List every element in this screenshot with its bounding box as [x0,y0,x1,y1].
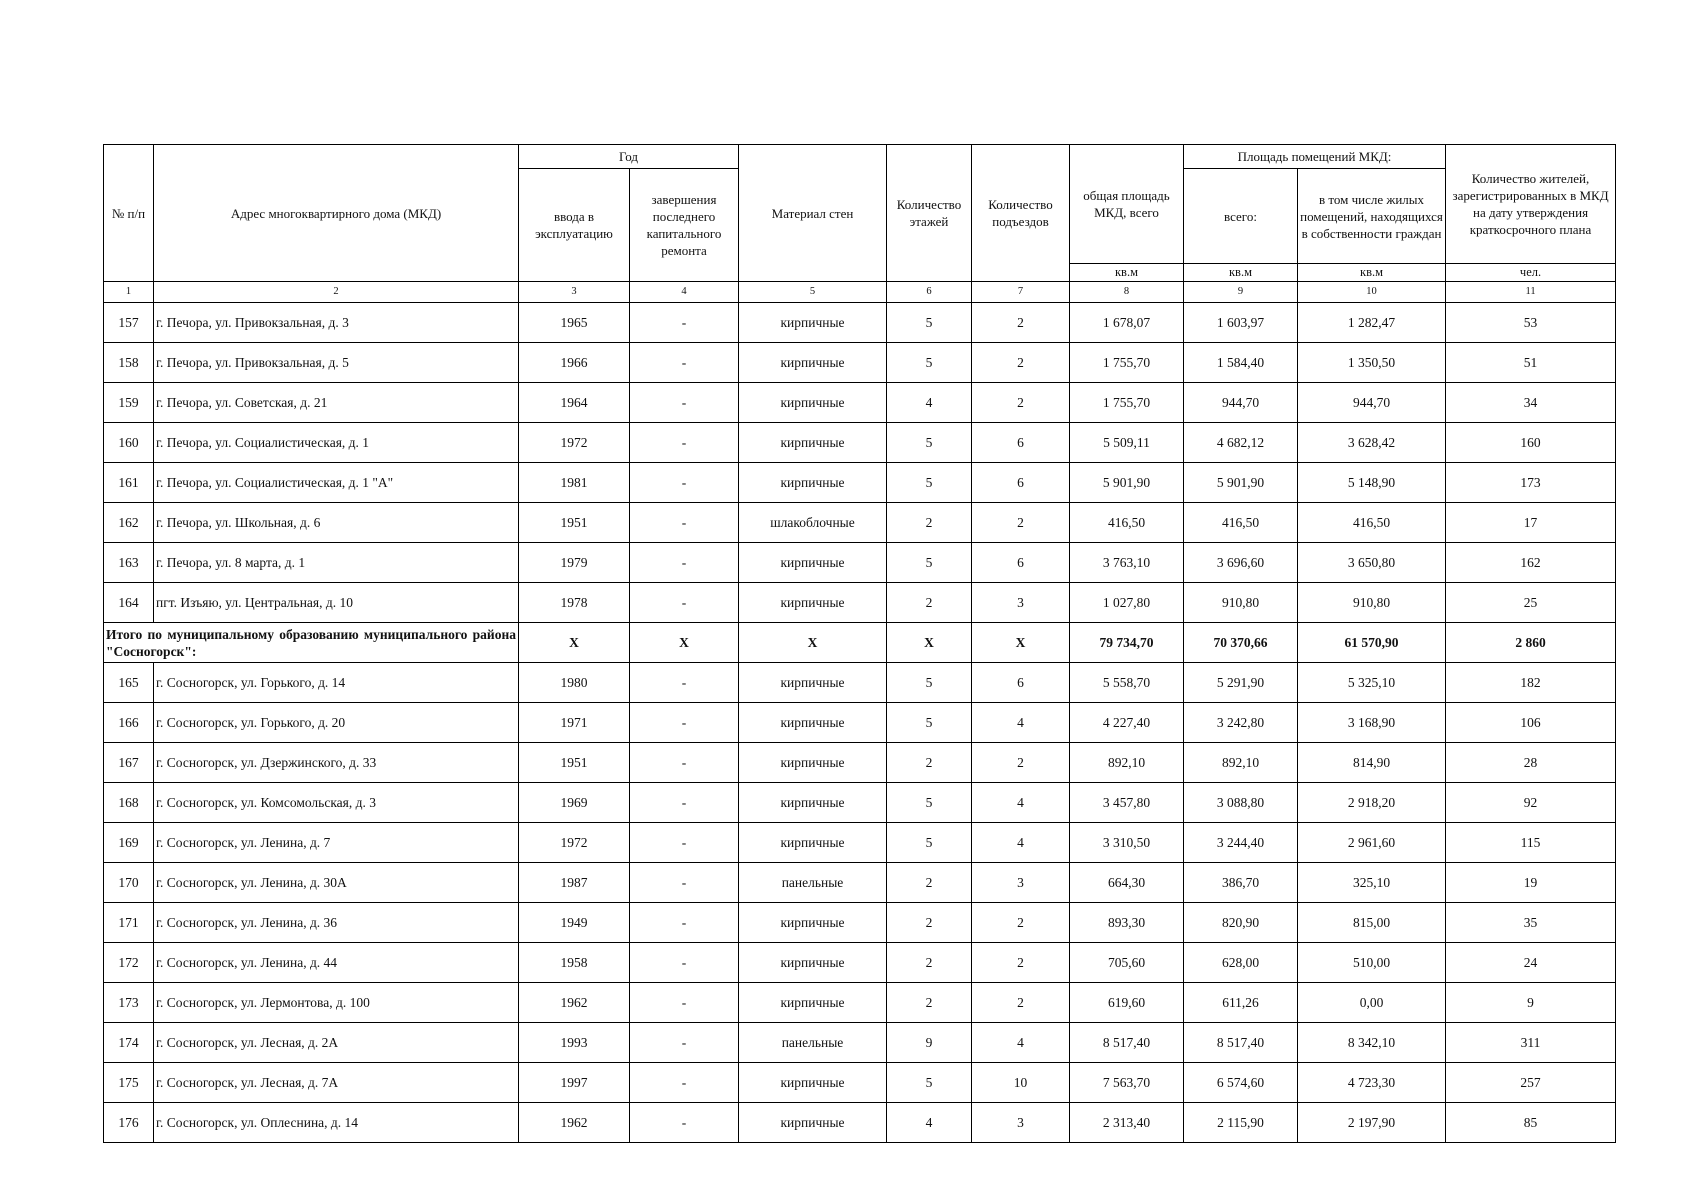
row-entrances: 4 [972,1023,1070,1063]
row-total-area: 3 763,10 [1070,543,1184,583]
row-premises-all: 910,80 [1184,583,1298,623]
row-year-repair: - [630,583,739,623]
row-address: г. Печора, ул. Социалистическая, д. 1 [154,423,519,463]
row-year-commission: 1987 [519,863,630,903]
row-premises-all: 3 242,80 [1184,703,1298,743]
row-floors: 5 [887,783,972,823]
row-floors: 2 [887,743,972,783]
row-floors: 2 [887,903,972,943]
row-premises-all: 6 574,60 [1184,1063,1298,1103]
row-premises-living: 3 168,90 [1298,703,1446,743]
row-walls: кирпичные [739,783,887,823]
row-total-area: 4 227,40 [1070,703,1184,743]
row-address: г. Сосногорск, ул. Ленина, д. 44 [154,943,519,983]
row-walls: кирпичные [739,543,887,583]
row-year-repair: - [630,903,739,943]
table-row [104,863,1616,903]
table-row [104,383,1616,423]
row-floors: 5 [887,423,972,463]
row-total-area: 5 901,90 [1070,463,1184,503]
row-entrances: 6 [972,423,1070,463]
row-walls: кирпичные [739,423,887,463]
row-premises-living: 1 350,50 [1298,343,1446,383]
unit-residents: чел. [1446,264,1616,282]
row-residents: 25 [1446,583,1616,623]
row-residents: 19 [1446,863,1616,903]
row-address: г. Сосногорск, ул. Лермонтова, д. 100 [154,983,519,1023]
row-number: 158 [104,343,154,383]
row-floors: 5 [887,703,972,743]
total-year-commission: X [519,623,630,663]
colnum: 10 [1298,282,1446,303]
row-floors: 5 [887,1063,972,1103]
row-entrances: 2 [972,743,1070,783]
row-address: г. Сосногорск, ул. Лесная, д. 7А [154,1063,519,1103]
unit-premises-living: кв.м [1298,264,1446,282]
row-floors: 5 [887,663,972,703]
row-year-repair: - [630,863,739,903]
table-row [104,823,1616,863]
row-total-area: 7 563,70 [1070,1063,1184,1103]
row-premises-all: 4 682,12 [1184,423,1298,463]
row-address: г. Печора, ул. Социалистическая, д. 1 "А" [154,463,519,503]
row-number: 162 [104,503,154,543]
total-premises-living: 61 570,90 [1298,623,1446,663]
row-number: 167 [104,743,154,783]
colnum: 9 [1184,282,1298,303]
row-premises-living: 2 918,20 [1298,783,1446,823]
row-premises-living: 2 961,60 [1298,823,1446,863]
column-number-row [104,282,1616,303]
row-year-commission: 1965 [519,303,630,343]
colnum: 5 [739,282,887,303]
total-premises-all: 70 370,66 [1184,623,1298,663]
row-year-repair: - [630,1103,739,1143]
header-year-commission: ввода в эксплуатацию [519,169,630,282]
row-floors: 4 [887,1103,972,1143]
row-entrances: 2 [972,943,1070,983]
row-premises-all: 386,70 [1184,863,1298,903]
total-residents: 2 860 [1446,623,1616,663]
row-walls: кирпичные [739,343,887,383]
row-premises-all: 1 584,40 [1184,343,1298,383]
row-walls: кирпичные [739,983,887,1023]
unit-total-area: кв.м [1070,264,1184,282]
table-row [104,943,1616,983]
row-residents: 53 [1446,303,1616,343]
row-floors: 2 [887,503,972,543]
row-entrances: 6 [972,543,1070,583]
row-floors: 2 [887,943,972,983]
table-row [104,583,1616,623]
row-walls: кирпичные [739,303,887,343]
row-walls: панельные [739,863,887,903]
row-year-repair: - [630,463,739,503]
header-year: Год [519,145,739,169]
row-year-commission: 1972 [519,423,630,463]
row-address: г. Сосногорск, ул. Ленина, д. 7 [154,823,519,863]
row-address: г. Печора, ул. Школьная, д. 6 [154,503,519,543]
row-residents: 92 [1446,783,1616,823]
row-walls: кирпичные [739,823,887,863]
total-label: Итого по муниципальному образованию муниципального района "Сосногорск": [104,623,519,663]
header-num: № п/п [104,145,154,282]
row-year-commission: 1951 [519,503,630,543]
row-total-area: 5 509,11 [1070,423,1184,463]
housing-table [103,144,1616,1143]
row-entrances: 2 [972,503,1070,543]
row-entrances: 3 [972,583,1070,623]
table-row [104,1063,1616,1103]
row-premises-all: 416,50 [1184,503,1298,543]
row-number: 161 [104,463,154,503]
row-walls: кирпичные [739,583,887,623]
colnum: 4 [630,282,739,303]
row-entrances: 2 [972,983,1070,1023]
row-premises-all: 3 088,80 [1184,783,1298,823]
row-premises-living: 910,80 [1298,583,1446,623]
table-row [104,743,1616,783]
row-residents: 17 [1446,503,1616,543]
table-row [104,903,1616,943]
total-entrances: X [972,623,1070,663]
row-total-area: 5 558,70 [1070,663,1184,703]
table-row [104,463,1616,503]
row-premises-all: 944,70 [1184,383,1298,423]
row-total-area: 1 755,70 [1070,343,1184,383]
row-number: 172 [104,943,154,983]
row-premises-living: 416,50 [1298,503,1446,543]
row-premises-living: 814,90 [1298,743,1446,783]
row-year-commission: 1979 [519,543,630,583]
document-sheet [103,144,1615,1143]
row-premises-living: 5 325,10 [1298,663,1446,703]
row-year-repair: - [630,543,739,583]
row-floors: 5 [887,823,972,863]
header-total-area: общая площадь МКД, всего [1070,145,1184,264]
row-floors: 2 [887,583,972,623]
table-header [104,145,1616,303]
row-number: 171 [104,903,154,943]
header-year-repair: завершения последнего капитального ремонта [630,169,739,282]
row-walls: кирпичные [739,903,887,943]
row-premises-living: 5 148,90 [1298,463,1446,503]
row-year-repair: - [630,823,739,863]
header-floors: Количество этажей [887,145,972,282]
row-address: г. Сосногорск, ул. Дзержинского, д. 33 [154,743,519,783]
colnum: 2 [154,282,519,303]
row-total-area: 664,30 [1070,863,1184,903]
row-entrances: 6 [972,463,1070,503]
colnum: 7 [972,282,1070,303]
total-floors: X [887,623,972,663]
row-entrances: 2 [972,303,1070,343]
table-body-sosnogorsk [104,663,1616,1143]
row-address: г. Сосногорск, ул. Горького, д. 14 [154,663,519,703]
row-number: 165 [104,663,154,703]
table-row [104,543,1616,583]
row-entrances: 4 [972,823,1070,863]
row-number: 163 [104,543,154,583]
row-number: 157 [104,303,154,343]
row-premises-living: 944,70 [1298,383,1446,423]
row-year-repair: - [630,943,739,983]
row-residents: 85 [1446,1103,1616,1143]
row-residents: 28 [1446,743,1616,783]
row-premises-all: 5 901,90 [1184,463,1298,503]
total-year-repair: X [630,623,739,663]
row-floors: 2 [887,983,972,1023]
table-row [104,503,1616,543]
row-entrances: 2 [972,383,1070,423]
row-entrances: 2 [972,343,1070,383]
row-residents: 162 [1446,543,1616,583]
row-walls: кирпичные [739,663,887,703]
table-row [104,1103,1616,1143]
row-premises-living: 4 723,30 [1298,1063,1446,1103]
row-year-repair: - [630,383,739,423]
row-address: г. Сосногорск, ул. Оплеснина, д. 14 [154,1103,519,1143]
row-number: 159 [104,383,154,423]
row-year-commission: 1951 [519,743,630,783]
row-floors: 5 [887,343,972,383]
row-address: г. Сосногорск, ул. Лесная, д. 2А [154,1023,519,1063]
row-premises-all: 611,26 [1184,983,1298,1023]
row-total-area: 619,60 [1070,983,1184,1023]
total-section [104,623,1616,663]
row-floors: 2 [887,863,972,903]
row-premises-all: 8 517,40 [1184,1023,1298,1063]
row-address: г. Сосногорск, ул. Ленина, д. 36 [154,903,519,943]
row-address: г. Печора, ул. Привокзальная, д. 3 [154,303,519,343]
row-floors: 5 [887,463,972,503]
row-year-repair: - [630,343,739,383]
row-total-area: 3 457,80 [1070,783,1184,823]
row-premises-living: 3 650,80 [1298,543,1446,583]
row-address: г. Печора, ул. Привокзальная, д. 5 [154,343,519,383]
colnum: 1 [104,282,154,303]
row-premises-living: 510,00 [1298,943,1446,983]
colnum: 11 [1446,282,1616,303]
row-total-area: 1 027,80 [1070,583,1184,623]
row-residents: 24 [1446,943,1616,983]
table-row [104,983,1616,1023]
row-residents: 182 [1446,663,1616,703]
row-year-repair: - [630,783,739,823]
row-year-repair: - [630,983,739,1023]
row-residents: 106 [1446,703,1616,743]
row-total-area: 8 517,40 [1070,1023,1184,1063]
row-walls: кирпичные [739,743,887,783]
row-year-commission: 1958 [519,943,630,983]
row-year-commission: 1969 [519,783,630,823]
row-floors: 9 [887,1023,972,1063]
row-year-commission: 1981 [519,463,630,503]
row-premises-living: 325,10 [1298,863,1446,903]
total-row [104,623,1616,663]
row-number: 168 [104,783,154,823]
colnum: 6 [887,282,972,303]
table-row [104,1023,1616,1063]
row-total-area: 705,60 [1070,943,1184,983]
row-premises-living: 8 342,10 [1298,1023,1446,1063]
header-premises-group: Площадь помещений МКД: [1184,145,1446,169]
header-premises-living: в том числе жилых помещений, находящихся в собственности граждан [1298,169,1446,264]
table-row [104,303,1616,343]
row-year-commission: 1949 [519,903,630,943]
row-total-area: 416,50 [1070,503,1184,543]
row-total-area: 893,30 [1070,903,1184,943]
row-premises-living: 2 197,90 [1298,1103,1446,1143]
row-entrances: 4 [972,783,1070,823]
row-premises-all: 892,10 [1184,743,1298,783]
row-year-commission: 1962 [519,983,630,1023]
row-walls: кирпичные [739,703,887,743]
row-premises-all: 5 291,90 [1184,663,1298,703]
colnum: 3 [519,282,630,303]
row-total-area: 2 313,40 [1070,1103,1184,1143]
row-residents: 51 [1446,343,1616,383]
table-row [104,423,1616,463]
row-entrances: 3 [972,1103,1070,1143]
row-residents: 35 [1446,903,1616,943]
row-address: г. Сосногорск, ул. Ленина, д. 30А [154,863,519,903]
total-total-area: 79 734,70 [1070,623,1184,663]
row-year-commission: 1997 [519,1063,630,1103]
row-entrances: 4 [972,703,1070,743]
row-number: 164 [104,583,154,623]
table-row [104,783,1616,823]
row-year-repair: - [630,743,739,783]
row-number: 175 [104,1063,154,1103]
row-premises-all: 1 603,97 [1184,303,1298,343]
row-address: г. Печора, ул. Советская, д. 21 [154,383,519,423]
row-premises-living: 0,00 [1298,983,1446,1023]
row-premises-all: 2 115,90 [1184,1103,1298,1143]
row-walls: шлакоблочные [739,503,887,543]
total-walls: X [739,623,887,663]
row-premises-living: 3 628,42 [1298,423,1446,463]
row-entrances: 2 [972,903,1070,943]
table-row [104,343,1616,383]
row-number: 174 [104,1023,154,1063]
row-premises-all: 3 244,40 [1184,823,1298,863]
row-year-commission: 1966 [519,343,630,383]
table-body-pechora [104,303,1616,623]
row-entrances: 3 [972,863,1070,903]
row-residents: 9 [1446,983,1616,1023]
row-year-repair: - [630,703,739,743]
row-year-repair: - [630,1063,739,1103]
row-floors: 5 [887,303,972,343]
header-entrances: Количество подъездов [972,145,1070,282]
row-number: 160 [104,423,154,463]
row-premises-all: 3 696,60 [1184,543,1298,583]
row-year-repair: - [630,423,739,463]
row-walls: кирпичные [739,1103,887,1143]
row-year-repair: - [630,503,739,543]
row-floors: 5 [887,543,972,583]
row-year-commission: 1964 [519,383,630,423]
row-premises-living: 815,00 [1298,903,1446,943]
row-premises-living: 1 282,47 [1298,303,1446,343]
header-address: Адрес многоквартирного дома (МКД) [154,145,519,282]
row-year-repair: - [630,303,739,343]
row-total-area: 892,10 [1070,743,1184,783]
row-floors: 4 [887,383,972,423]
row-number: 173 [104,983,154,1023]
unit-premises-all: кв.м [1184,264,1298,282]
row-total-area: 1 755,70 [1070,383,1184,423]
row-residents: 311 [1446,1023,1616,1063]
row-year-commission: 1993 [519,1023,630,1063]
row-year-commission: 1980 [519,663,630,703]
row-address: г. Печора, ул. 8 марта, д. 1 [154,543,519,583]
header-premises-all: всего: [1184,169,1298,264]
row-year-commission: 1972 [519,823,630,863]
row-total-area: 3 310,50 [1070,823,1184,863]
row-number: 176 [104,1103,154,1143]
row-year-commission: 1971 [519,703,630,743]
row-residents: 160 [1446,423,1616,463]
row-year-repair: - [630,1023,739,1063]
row-walls: кирпичные [739,383,887,423]
row-number: 170 [104,863,154,903]
row-residents: 173 [1446,463,1616,503]
row-address: г. Сосногорск, ул. Горького, д. 20 [154,703,519,743]
table-row [104,663,1616,703]
row-premises-all: 628,00 [1184,943,1298,983]
row-residents: 34 [1446,383,1616,423]
row-year-commission: 1962 [519,1103,630,1143]
header-walls: Материал стен [739,145,887,282]
row-year-commission: 1978 [519,583,630,623]
row-number: 169 [104,823,154,863]
row-number: 166 [104,703,154,743]
row-year-repair: - [630,663,739,703]
row-premises-all: 820,90 [1184,903,1298,943]
row-walls: кирпичные [739,1063,887,1103]
row-entrances: 10 [972,1063,1070,1103]
header-residents: Количество жителей, зарегистрированных в МКД на дату утверждения краткосрочного плана [1446,145,1616,264]
table-row [104,703,1616,743]
row-residents: 115 [1446,823,1616,863]
row-address: г. Сосногорск, ул. Комсомольская, д. 3 [154,783,519,823]
colnum: 8 [1070,282,1184,303]
row-walls: кирпичные [739,943,887,983]
row-walls: кирпичные [739,463,887,503]
row-total-area: 1 678,07 [1070,303,1184,343]
row-residents: 257 [1446,1063,1616,1103]
row-address: пгт. Изъяю, ул. Центральная, д. 10 [154,583,519,623]
row-entrances: 6 [972,663,1070,703]
row-walls: панельные [739,1023,887,1063]
